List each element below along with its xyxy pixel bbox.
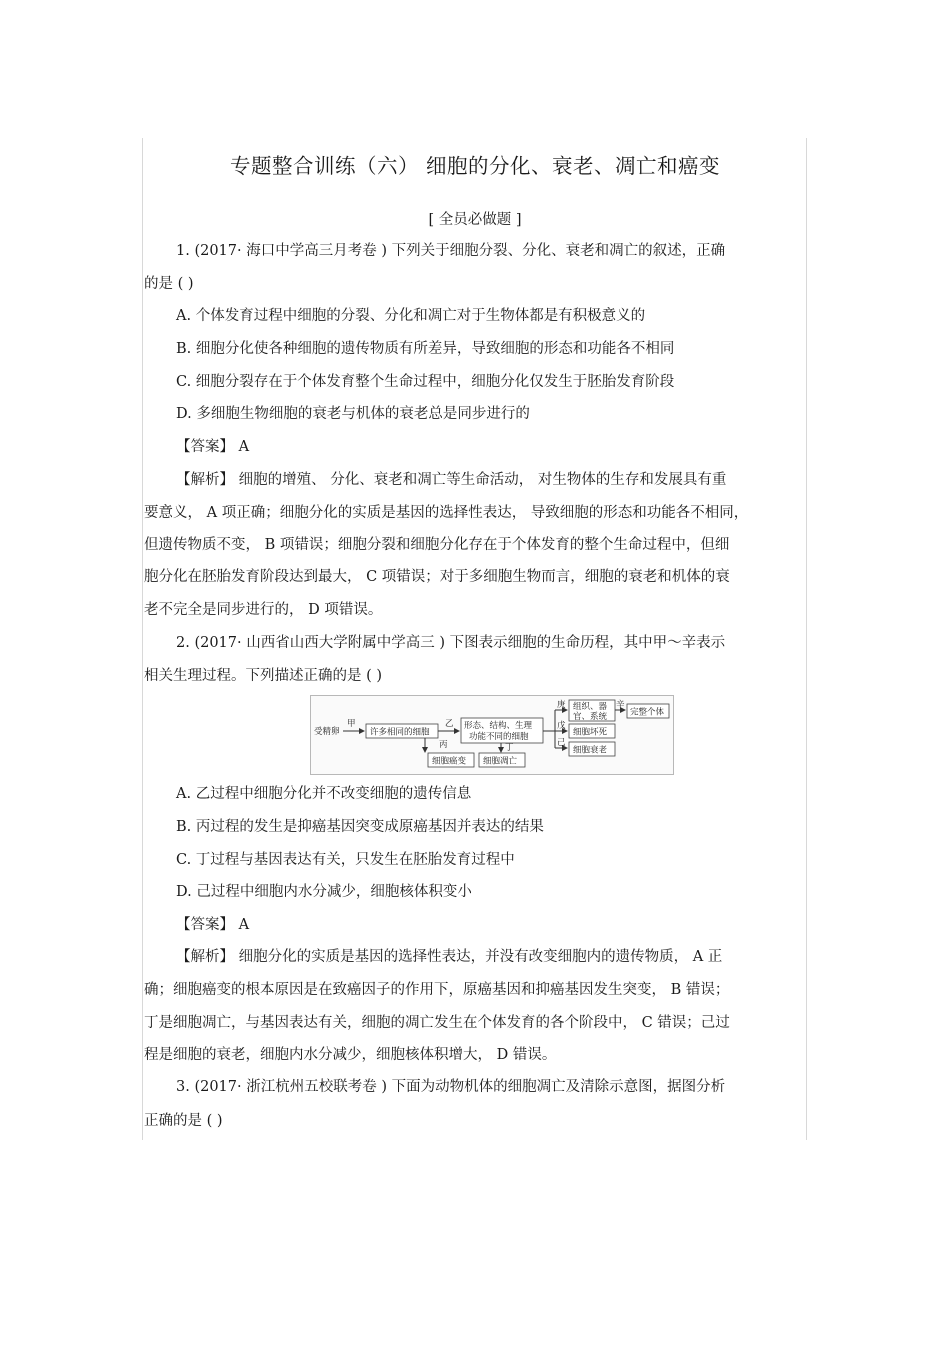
q1-analysis-line1: 【解析】 细胞的增殖、 分化、衰老和凋亡等生命活动， 对生物体的生存和发展具有重 (176, 472, 727, 488)
q1-analysis-line4: 胞分化在胚胎发育阶段达到最大， C 项错误；对于多细胞生物而言，细胞的衰老和机体的衰 (144, 569, 730, 585)
q2-analysis-line3: 丁是细胞凋亡，与基因表达有关，细胞的凋亡发生在个体发育的各个阶段中， C 错误；己过 (144, 1015, 730, 1031)
dg-apoptosis: 细胞凋亡 (483, 756, 518, 767)
q2-option-b: B. 丙过程的发生是抑癌基因突变成原癌基因并表达的结果 (176, 819, 544, 835)
cell-life-history-diagram (310, 695, 674, 775)
q2-answer: 【答案】 A (176, 917, 250, 933)
dg-cancer: 细胞癌变 (432, 756, 467, 767)
dg-zygote: 受精卵 (314, 727, 340, 737)
q3-stem-line2: 正确的是 ( ) (144, 1113, 223, 1129)
q2-option-c: C. 丁过程与基因表达有关，只发生在胚胎发育过程中 (176, 852, 515, 868)
dg-label-ding: 丁 (505, 743, 514, 753)
q1-stem-line1: 1. (2017· 海口中学高三月考卷 ) 下列关于细胞分裂、分化、衰老和凋亡的叙述，正确 (176, 243, 726, 259)
dg-whole: 完整个体 (630, 707, 665, 718)
dg-necrosis: 细胞坏死 (573, 727, 608, 738)
page-title: 专题整合训练（六） 细胞的分化、衰老、凋亡和癌变 (229, 154, 720, 178)
q2-stem-line2: 相关生理过程。下列描述正确的是 ( ) (144, 668, 383, 684)
dg-label-xin: 辛 (616, 700, 625, 710)
dg-label-jia: 甲 (347, 719, 356, 729)
q2-analysis-line1: 【解析】 细胞分化的实质是基因的选择性表达，并没有改变细胞内的遗传物质， A 正 (176, 949, 723, 965)
dg-label-wu: 戊 (557, 721, 566, 731)
q1-option-b: B. 细胞分化使各种细胞的遗传物质有所差异，导致细胞的形态和功能各不相同 (176, 341, 675, 357)
dg-same-cells: 许多相同的细胞 (370, 727, 430, 738)
dg-label-geng: 庚 (557, 700, 566, 710)
q2-option-a: A. 乙过程中细胞分化并不改变细胞的遗传信息 (176, 786, 472, 802)
page-border-left (142, 138, 143, 1140)
q3-stem-line1: 3. (2017· 浙江杭州五校联考卷 ) 下面为动物机体的细胞凋亡及清除示意图，据图分析 (176, 1079, 726, 1095)
q1-analysis-line5: 老不完全是同步进行的， D 项错误。 (144, 602, 383, 618)
dg-diff-line1: 形态、结构、生理 (464, 721, 533, 731)
q1-option-d: D. 多细胞生物细胞的衰老与机体的衰老总是同步进行的 (176, 406, 530, 422)
dg-label-yi: 乙 (445, 719, 454, 729)
dg-tissue-line1: 组织、器 (573, 702, 608, 712)
q1-analysis-line2: 要意义， A 项正确；细胞分化的实质是基因的选择性表达， 导致细胞的形态和功能各不相同， (144, 505, 749, 521)
dg-diff-line2: 功能不同的细胞 (469, 732, 529, 742)
q1-option-a: A. 个体发育过程中细胞的分裂、分化和凋亡对于生物体都是有积极意义的 (176, 308, 646, 324)
q1-option-c: C. 细胞分裂存在于个体发育整个生命过程中，细胞分化仅发生于胚胎发育阶段 (176, 374, 675, 390)
section-heading: [ 全员必做题 ] (428, 212, 522, 228)
q1-stem-line2: 的是 ( ) (144, 276, 194, 292)
dg-label-bing: 丙 (439, 740, 448, 750)
dg-label-ji: 己 (557, 738, 566, 748)
q2-stem-line1: 2. (2017· 山西省山西大学附属中学高三 ) 下图表示细胞的生命历程，其中甲～辛表示 (176, 635, 726, 651)
q2-option-d: D. 己过程中细胞内水分减少，细胞核体积变小 (176, 884, 472, 900)
q1-answer: 【答案】 A (176, 439, 250, 455)
q2-analysis-line4: 程是细胞的衰老，细胞内水分减少，细胞核体积增大， D 错误。 (144, 1047, 557, 1063)
q2-analysis-line2: 确；细胞癌变的根本原因是在致癌因子的作用下，原癌基因和抑癌基因发生突变， B 错误； (144, 982, 730, 998)
q1-analysis-line3: 但遗传物质不变， B 项错误；细胞分裂和细胞分化存在于个体发育的整个生命过程中，但细 (144, 537, 730, 553)
dg-aging: 细胞衰老 (573, 745, 608, 756)
dg-tissue-line2: 官、系统 (573, 712, 608, 722)
page-border-right (806, 138, 807, 1140)
